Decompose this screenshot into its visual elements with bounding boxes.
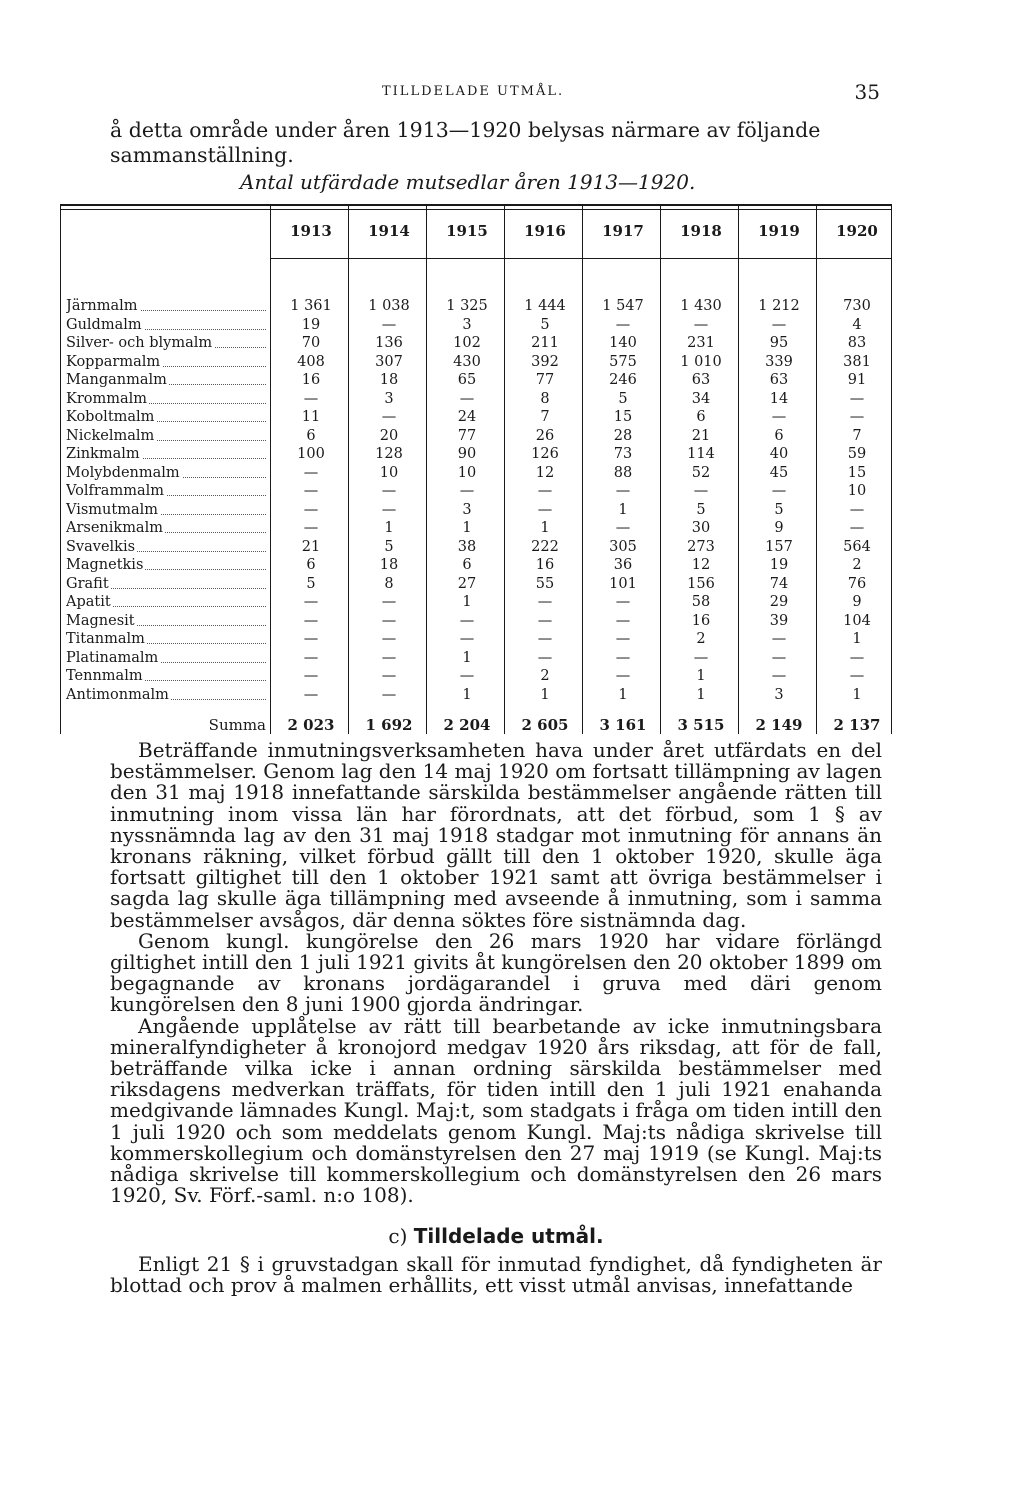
table-cell: — [537,594,553,610]
table-cell: 136 [375,335,403,351]
table-cell: — [771,631,787,647]
table-cell: 140 [609,335,637,351]
table-cell: — [693,316,709,333]
table-cell: 1 212 [758,298,800,314]
table-cell: 16 [535,557,555,573]
table-row [60,667,892,685]
table-cell: — [771,649,787,666]
table-cell: 12 [535,464,555,481]
table-cell: 222 [531,538,559,555]
table-cell: 10 [379,464,399,481]
year-header: 1914 [368,222,410,240]
table-cell: — [381,649,397,666]
table-cell: 2 [696,631,706,647]
section-heading [110,1226,882,1247]
summa-cell: 2 023 [287,716,335,734]
table-cell: 1 010 [680,353,722,370]
row-label: Koboltmalm [66,408,266,426]
table-cell: 307 [375,353,403,370]
table-cell: — [537,631,553,647]
table-cell: 21 [301,538,321,555]
table-cell: 95 [769,335,789,351]
table-cell: — [381,501,397,518]
row-label: Svavelkis [66,538,266,556]
year-header: 1915 [446,222,488,240]
table-row [60,408,892,426]
table-cell: — [459,631,475,647]
table-cell: 5 [384,538,394,555]
table-row [60,575,892,593]
table-cell: — [537,501,553,518]
table-cell: 1 [462,686,472,703]
table-cell: 408 [297,353,325,370]
summa-cell: 2 149 [755,716,803,734]
table-cell: — [459,668,475,684]
table-cell: 91 [847,372,867,388]
table-cell: — [459,483,475,499]
table-cell: 1 [852,686,862,703]
table-cell: 38 [457,538,477,555]
table-cell: 5 [696,501,706,518]
year-header: 1918 [680,222,722,240]
table-cell: 8 [384,575,394,592]
table-cell: — [771,409,787,425]
table-cell: 231 [687,335,715,351]
section-title: Tilldelade utmål. [413,1224,604,1249]
table-cell: — [303,594,319,610]
table-cell: 1 361 [290,298,332,314]
table-cell: 3 [774,686,784,703]
table-row [60,482,892,500]
table-row [60,371,892,389]
table-cell: 104 [843,612,871,629]
row-label: Krommalm [66,390,266,408]
section-prefix: c) [388,1224,408,1249]
table-cell: 18 [379,372,399,388]
table-cell: 19 [769,557,789,573]
table-cell: 59 [847,446,867,462]
table-cell: 2 [540,668,550,684]
table-cell: — [771,316,787,333]
table-cell: 15 [847,464,867,481]
table-row [60,427,892,445]
table-cell: — [459,612,475,629]
table-cell: 3 [462,501,472,518]
table-cell: 73 [613,446,633,462]
table-cell: — [615,612,631,629]
table-cell: 9 [852,594,862,610]
table-row [60,334,892,352]
table-cell: 58 [691,594,711,610]
table-cell: 1 [540,686,550,703]
table-cell: — [849,649,865,666]
table-cell: 1 [462,520,472,536]
table-cell: 27 [457,575,477,592]
table-cell: 1 444 [524,298,566,314]
table-cell: — [303,464,319,481]
table-cell: — [381,612,397,629]
table-cell: — [303,631,319,647]
row-label: Järnmalm [66,297,266,315]
table-cell: — [381,686,397,703]
table-cell: 156 [687,575,715,592]
table-cell: 16 [691,612,711,629]
table-row [60,519,892,537]
table-cell: 88 [613,464,633,481]
table-cell: 20 [379,427,399,444]
table-cell: 1 [384,520,394,536]
table-cell: 3 [462,316,472,333]
table-cell: — [849,501,865,518]
row-label: Apatit [66,593,266,611]
table-cell: — [693,649,709,666]
table-cell: 157 [765,538,793,555]
table-cell: 29 [769,594,789,610]
table-row [60,297,892,315]
table-row [60,353,892,371]
table-cell: 65 [457,372,477,388]
table-cell: — [615,668,631,684]
table-cell: 1 547 [602,298,644,314]
table-cell: — [849,409,865,425]
table-cell: — [537,612,553,629]
table-cell: 1 [852,631,862,647]
table-cell: 26 [535,427,555,444]
summa-cell: 3 515 [677,716,725,734]
table-cell: — [303,668,319,684]
table-cell: — [615,520,631,536]
table-cell: 12 [691,557,711,573]
row-label: Molybdenmalm [66,464,266,482]
table-cell: 5 [774,501,784,518]
table-cell: — [303,612,319,629]
row-label: Vismutmalm [66,501,266,519]
table-cell: — [381,594,397,610]
body-text [110,740,882,1296]
table-cell: — [381,483,397,499]
table-cell: 381 [843,353,871,370]
summa-cell: 1 692 [365,716,413,734]
table-row [60,686,892,704]
table-row [60,390,892,408]
table-cell: 1 325 [446,298,488,314]
table-cell: 2 [852,557,862,573]
table-header-rule [270,258,892,259]
summa-cell: 3 161 [599,716,647,734]
table-cell: 24 [457,409,477,425]
table-cell: 90 [457,446,477,462]
table-caption: Antal utfärdade mutsedlar åren 1913—1920. [240,170,696,194]
table-cell: 63 [691,372,711,388]
paragraph-1: Beträffande inmutningsverksamheten hava under året utfärdats en del bestämmelser. Genom lag den 14 maj 1920 om fortsatt tillämpning av lagen den 31 maj 1918 innefattande särskilda bestämmelser angående rätten till inmutning inom vissa län har förordnats, att det förbud, som 1 § av nyssnämnda lag av den 31 maj 1918 stadgar mot inmutning för annans än kronans räkning, vilket förbud gällt till den 1 oktober 1920, skulle äga fortsatt giltighet till den 1 oktober 1921 samt att övriga bestämmelser i sagda lag skulle äga tillämpning med avseende å inmutning, som i samma bestämmelser avsågos, där denna söktes före sistnämnda dag. [110,738,882,932]
table-cell: 8 [540,390,550,407]
table-cell: — [615,594,631,610]
table-cell: 5 [540,316,550,333]
table-cell: 14 [769,390,789,407]
table-cell: — [615,649,631,666]
table-cell: 100 [297,446,325,462]
table-cell: 1 [540,520,550,536]
table-cell: 730 [843,298,871,314]
row-label: Guldmalm [66,316,266,334]
row-label: Nickelmalm [66,427,266,445]
year-header: 1920 [836,222,878,240]
table-cell: 30 [691,520,711,536]
row-label: Arsenikmalm [66,519,266,537]
row-label: Volframmalm [66,482,266,500]
table-cell: 114 [687,446,715,462]
table-row [60,464,892,482]
mutsedlar-table [60,200,892,740]
table-cell: 5 [306,575,316,592]
table-cell: — [381,668,397,684]
table-cell: 6 [696,409,706,425]
table-cell: 15 [613,409,633,425]
table-cell: 5 [618,390,628,407]
table-cell: — [537,483,553,499]
summa-cell: 2 137 [833,716,881,734]
table-cell: 6 [306,557,316,573]
table-cell: 77 [457,427,477,444]
intro-text: å detta område under åren 1913—1920 belysas närmare av följande sammanställning. [110,118,821,167]
table-cell: 39 [769,612,789,629]
table-cell: 1 [696,686,706,703]
table-cell: 9 [774,520,784,536]
table-cell: 1 [618,501,628,518]
year-header: 1916 [524,222,566,240]
table-cell: 101 [609,575,637,592]
table-cell: 7 [540,409,550,425]
table-cell: — [381,631,397,647]
table-row [60,501,892,519]
table-cell: 1 430 [680,298,722,314]
table-cell: 392 [531,353,559,370]
table-cell: 1 [618,686,628,703]
table-cell: — [615,316,631,333]
row-label: Manganmalm [66,371,266,389]
table-cell: 575 [609,353,637,370]
table-cell: 4 [852,316,862,333]
table-cell: — [849,520,865,536]
table-cell: — [459,390,475,407]
table-cell: — [303,520,319,536]
table-cell: 21 [691,427,711,444]
table-cell: 77 [535,372,555,388]
table-top-rule [60,204,892,206]
table-cell: — [303,483,319,499]
table-row [60,593,892,611]
table-cell: 34 [691,390,711,407]
year-header: 1919 [758,222,800,240]
table-row [60,612,892,630]
row-label: Tennmalm [66,667,266,685]
paragraph-2: Genom kungl. kungörelse den 26 mars 1920 har vidare förlängd giltighet intill den 1 juli 1921 givits åt kungörelsen den 20 oktober 1899 om begagnande av kronans jordägarandel i gruva med däri genom kungörelsen den 8 juni 1900 gjorda ändringar. [110,928,882,1017]
table-cell: 1 038 [368,298,410,314]
row-label: Silver- och blymalm [66,334,266,352]
table-cell: 128 [375,446,403,462]
table-cell: 102 [453,335,481,351]
table-row [60,649,892,667]
table-cell: — [303,390,319,407]
table-cell: 70 [301,335,321,351]
row-label: Kopparmalm [66,353,266,371]
table-cell: 16 [301,372,321,388]
table-top-rule-thin [60,209,892,210]
table-cell: 11 [301,409,321,425]
table-cell: 63 [769,372,789,388]
table-cell: — [849,668,865,684]
row-label: Magnesit [66,612,266,630]
closing-paragraph: Enligt 21 § i gruvstadgan skall för inmutad fyndighet, då fyndigheten är blottad och prov å malmen erhållits, ett visst utmål anvisas, innefattande [110,1251,882,1297]
table-cell: 40 [769,446,789,462]
summa-cell: 2 204 [443,716,491,734]
year-header: 1913 [290,222,332,240]
table-cell: 1 [462,594,472,610]
page-number: 35 [854,80,880,104]
table-cell: — [303,686,319,703]
table-cell: 45 [769,464,789,481]
table-cell: — [381,316,397,333]
row-label: Magnetkis [66,556,266,574]
table-cell: 273 [687,538,715,555]
table-cell: 126 [531,446,559,462]
table-cell: — [771,668,787,684]
table-cell: 76 [847,575,867,592]
table-cell: — [303,649,319,666]
table-cell: 7 [852,427,862,444]
table-row [60,556,892,574]
table-row [60,538,892,556]
table-cell: 211 [531,335,559,351]
table-cell: — [615,631,631,647]
table-cell: — [303,501,319,518]
table-cell: — [381,409,397,425]
table-cell: 6 [462,557,472,573]
table-cell: 305 [609,538,637,555]
table-cell: 246 [609,372,637,388]
table-cell: 18 [379,557,399,573]
table-cell: 36 [613,557,633,573]
table-cell: — [771,483,787,499]
table-cell: 74 [769,575,789,592]
table-cell: 10 [457,464,477,481]
table-cell: 564 [843,538,871,555]
table-cell: 19 [301,316,321,333]
row-label: Antimonmalm [66,686,266,704]
table-cell: 1 [462,649,472,666]
table-row [60,630,892,648]
table-cell: 55 [535,575,555,592]
table-cell: — [693,483,709,499]
running-head-title: TILLDELADE UTMÅL. [382,84,565,99]
row-label: Zinkmalm [66,445,266,463]
table-cell: 83 [847,335,867,351]
summa-label: Summa [208,716,266,734]
table-cell: 28 [613,427,633,444]
table-cell: 52 [691,464,711,481]
table-cell: 1 [696,668,706,684]
table-cell: 10 [847,483,867,499]
table-cell: — [849,390,865,407]
row-label: Titanmalm [66,630,266,648]
table-cell: — [537,649,553,666]
year-header: 1917 [602,222,644,240]
table-row [60,445,892,463]
table-cell: 3 [384,390,394,407]
table-cell: 339 [765,353,793,370]
table-cell: 6 [306,427,316,444]
row-label: Grafit [66,575,266,593]
running-head [110,80,880,106]
summa-row [60,714,892,736]
table-cell: — [615,483,631,499]
table-cell: 430 [453,353,481,370]
table-cell: 6 [774,427,784,444]
paragraph-3: Angående upplåtelse av rätt till bearbetande av icke inmutningsbara mineralfyndigheter å kronojord medgav 1920 års riksdag, att för de fall, beträffande vilka icke i annan ordning särskilda bestämmelser med riksdagens medverkan träffats, för tiden intill den 1 juli 1921 enahanda medgivande lämnades Kungl. Maj:t, som stadgats i fråga om tiden intill den 1 juli 1920 och som meddelats genom Kungl. Maj:ts nådiga skrivelse till kommerskollegium och domänstyrelsen den 27 maj 1919 (se Kungl. Maj:ts nådiga skrivelse till kommerskollegium och domänstyrelsen den 26 mars 1920, Sv. Förf.-saml. n:o 108). [110,1013,882,1208]
table-row [60,316,892,334]
row-label: Platinamalm [66,649,266,667]
summa-cell: 2 605 [521,716,569,734]
